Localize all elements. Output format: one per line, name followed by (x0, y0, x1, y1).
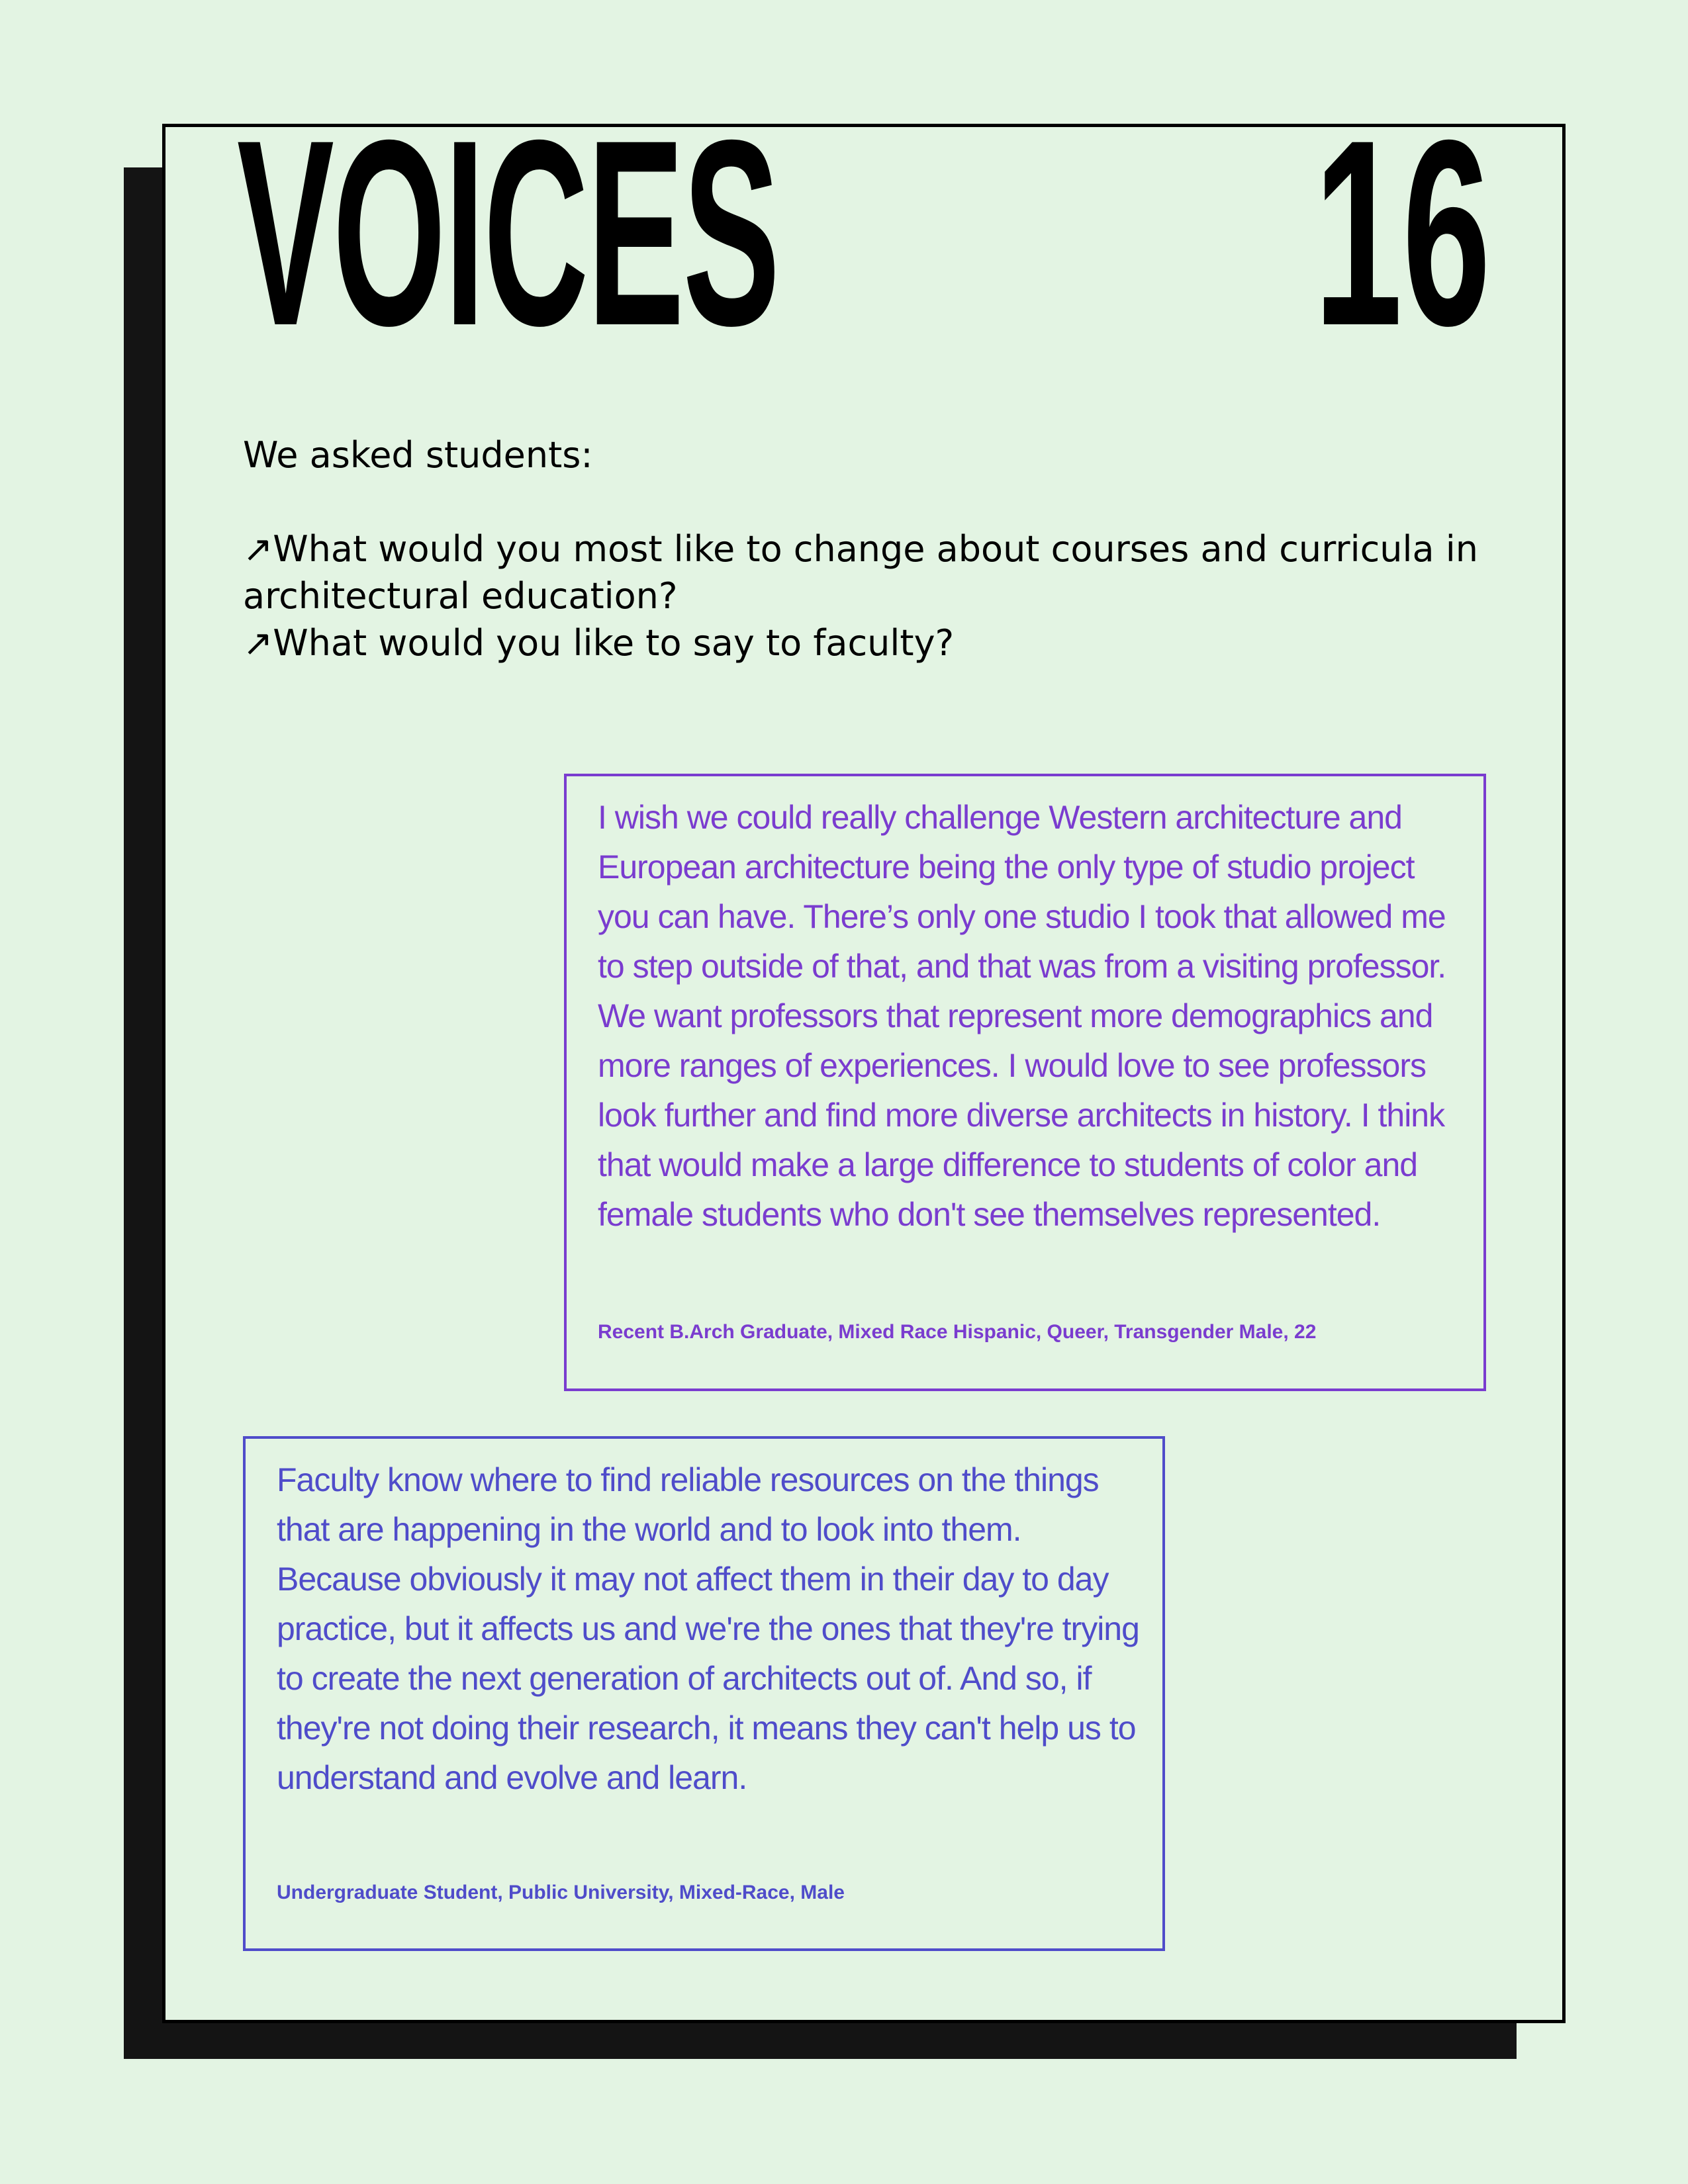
quote-box-1 (564, 774, 1486, 1391)
quote-attribution-1: Recent B.Arch Graduate, Mixed Race Hispanic, Queer, Transgender Male, 22 (598, 1321, 1317, 1343)
quote-attribution-2: Undergraduate Student, Public University, Mixed-Race, Male (277, 1882, 845, 1903)
quote-text-2: Faculty know where to find reliable resources on the things that are happening in the world and to look into them. Because obviously it may not affect them in their day to day practice, but it affects us and we're the ones that they're trying to create the next generation of architects out of. And so, if they're not doing their research, it means they can't help us to understand and evolve and learn. (277, 1461, 1139, 1796)
quote-text-1: I wish we could really challenge Western architecture and European architecture being the only type of studio project you can have. There’s only one studio I took that allowed me to step outside of that, and that was from a visiting professor. We want professors that represent more demographics and more ranges of experiences. I would love to see professors look further and find more diverse architects in history. I think that would make a large difference to students of color and female students who don't see themselves represented. (598, 799, 1446, 1233)
intro-question-2: ↗What would you like to say to faculty? (243, 622, 955, 664)
intro-lead: We asked students: (243, 434, 593, 476)
intro-section (243, 432, 1501, 666)
page-number: 16 (1314, 124, 1491, 381)
page-title: VOICES (237, 124, 779, 381)
quote-box-2 (243, 1436, 1165, 1951)
intro-question-1: ↗What would you most like to change about courses and curricula in architectural education? (243, 528, 1478, 617)
page-card (162, 124, 1566, 2023)
